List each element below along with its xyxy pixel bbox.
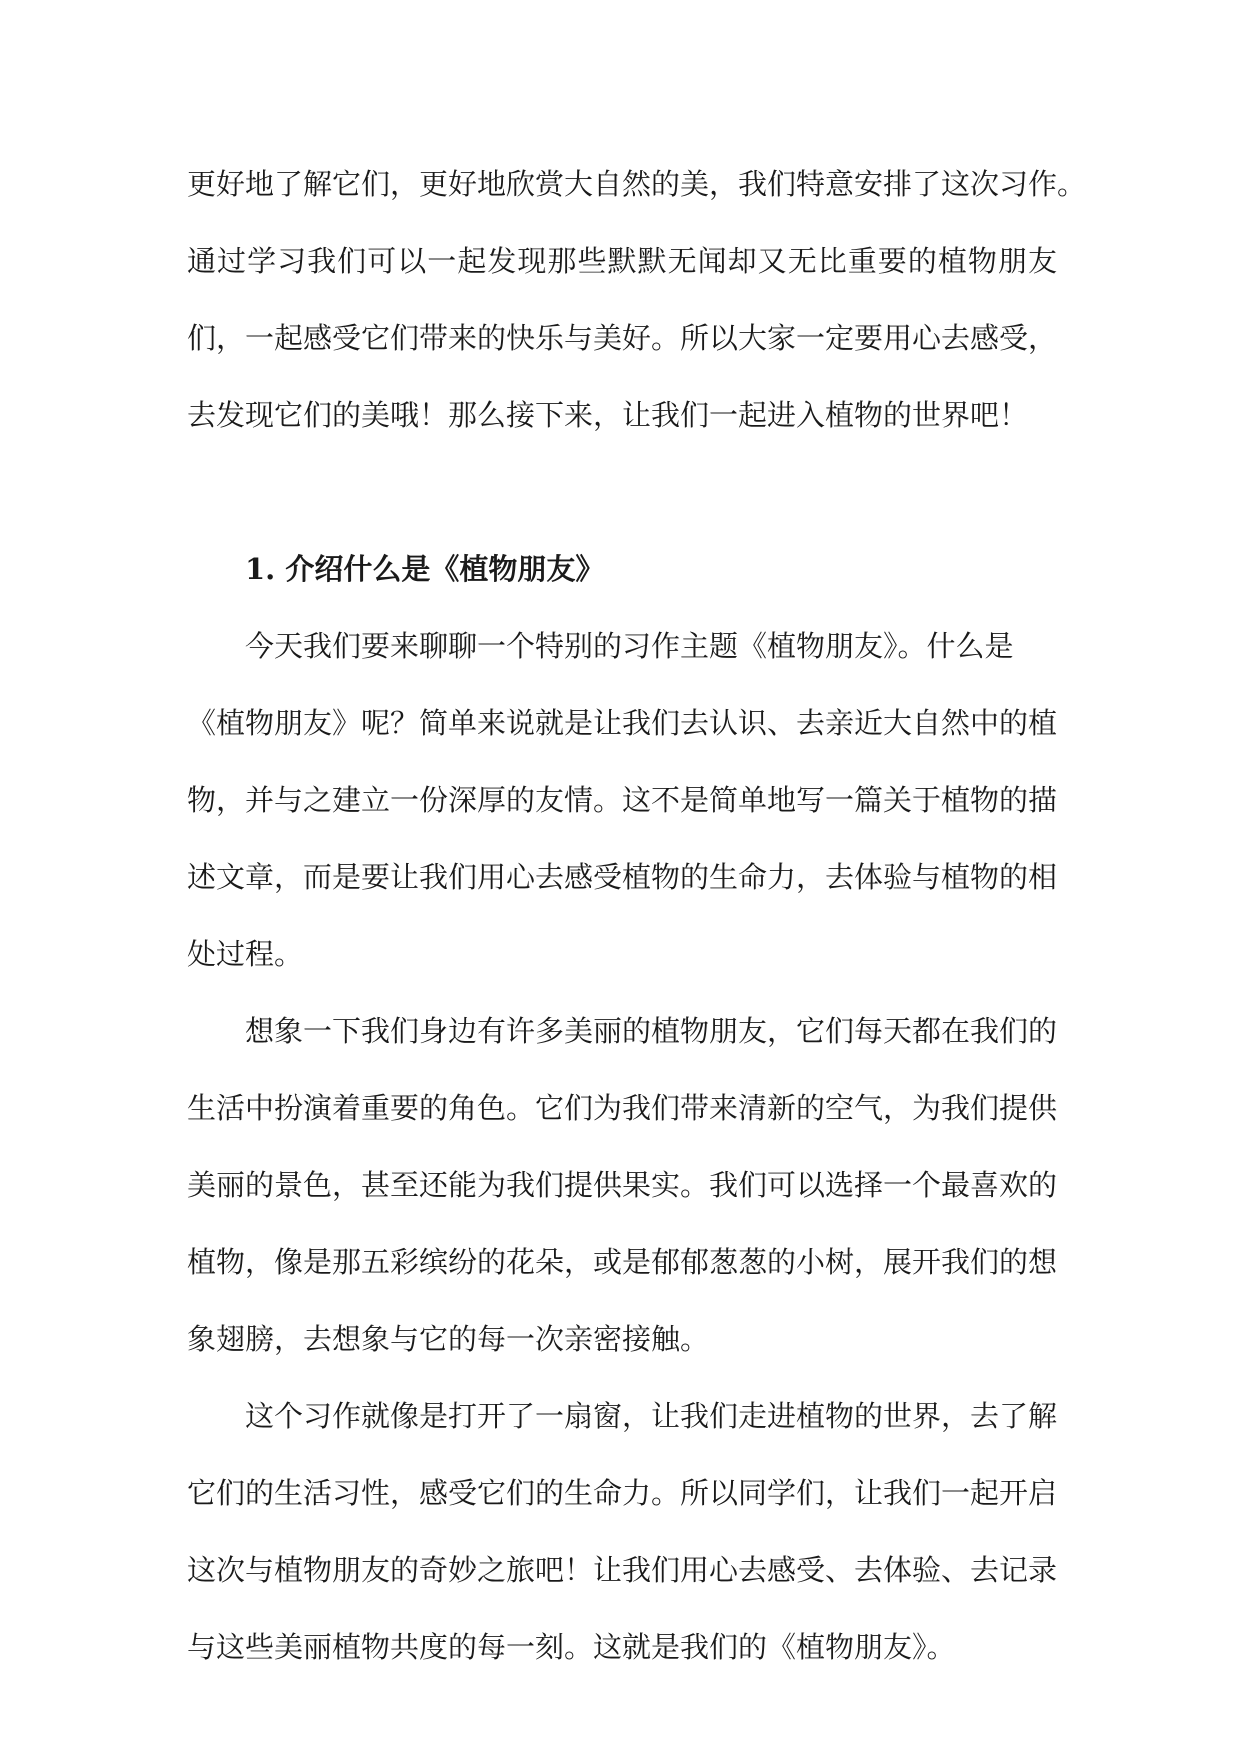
text-line: 这次与植物朋友的奇妙之旅吧！让我们用心去感受、去体验、去记录 bbox=[187, 1553, 1058, 1587]
text-line: 它们的生活习性，感受它们的生命力。所以同学们，让我们一起开启 bbox=[187, 1476, 1058, 1510]
text-line: 处过程。 bbox=[187, 937, 304, 971]
text-line: 想象一下我们身边有许多美丽的植物朋友，它们每天都在我们的 bbox=[245, 1014, 1058, 1048]
section-paragraph-2 bbox=[187, 993, 1057, 1378]
text-line: 这个习作就像是打开了一扇窗，让我们走进植物的世界，去了解 bbox=[245, 1399, 1058, 1433]
text-line: 与这些美丽植物共度的每一刻。这就是我们的《植物朋友》。 bbox=[187, 1630, 956, 1664]
document-body bbox=[187, 146, 1087, 1686]
text-line: 美丽的景色，甚至还能为我们提供果实。我们可以选择一个最喜欢的 bbox=[187, 1168, 1058, 1202]
text-line: 述文章，而是要让我们用心去感受植物的生命力，去体验与植物的相 bbox=[187, 860, 1058, 894]
intro-paragraph bbox=[187, 146, 1087, 454]
text-line: 象翅膀，去想象与它的每一次亲密接触。 bbox=[187, 1322, 710, 1356]
text-line: 去发现它们的美哦！那么接下来，让我们一起进入植物的世界吧！ bbox=[187, 398, 1029, 432]
text-line: 通过学习我们可以一起发现那些默默无闻却又无比重要的植物朋友 bbox=[187, 244, 1057, 278]
section-paragraph-1 bbox=[187, 608, 1057, 993]
section-spacer bbox=[187, 454, 1057, 531]
text-line: 今天我们要来聊聊一个特别的习作主题《植物朋友》。什么是 bbox=[245, 629, 1014, 663]
text-line: 生活中扮演着重要的角色。它们为我们带来清新的空气，为我们提供 bbox=[187, 1091, 1058, 1125]
text-line: 物，并与之建立一份深厚的友情。这不是简单地写一篇关于植物的描 bbox=[187, 783, 1058, 817]
section-heading: 1. 介绍什么是《植物朋友》 bbox=[245, 552, 605, 586]
text-line: 更好地了解它们，更好地欣赏大自然的美，我们特意安排了这次习作。 bbox=[187, 167, 1087, 201]
text-line: 植物，像是那五彩缤纷的花朵，或是郁郁葱葱的小树，展开我们的想 bbox=[187, 1245, 1058, 1279]
text-line: 《植物朋友》呢？简单来说就是让我们去认识、去亲近大自然中的植 bbox=[187, 706, 1058, 740]
section-paragraph-3 bbox=[187, 1378, 1057, 1686]
text-line: 们，一起感受它们带来的快乐与美好。所以大家一定要用心去感受， bbox=[187, 321, 1058, 355]
